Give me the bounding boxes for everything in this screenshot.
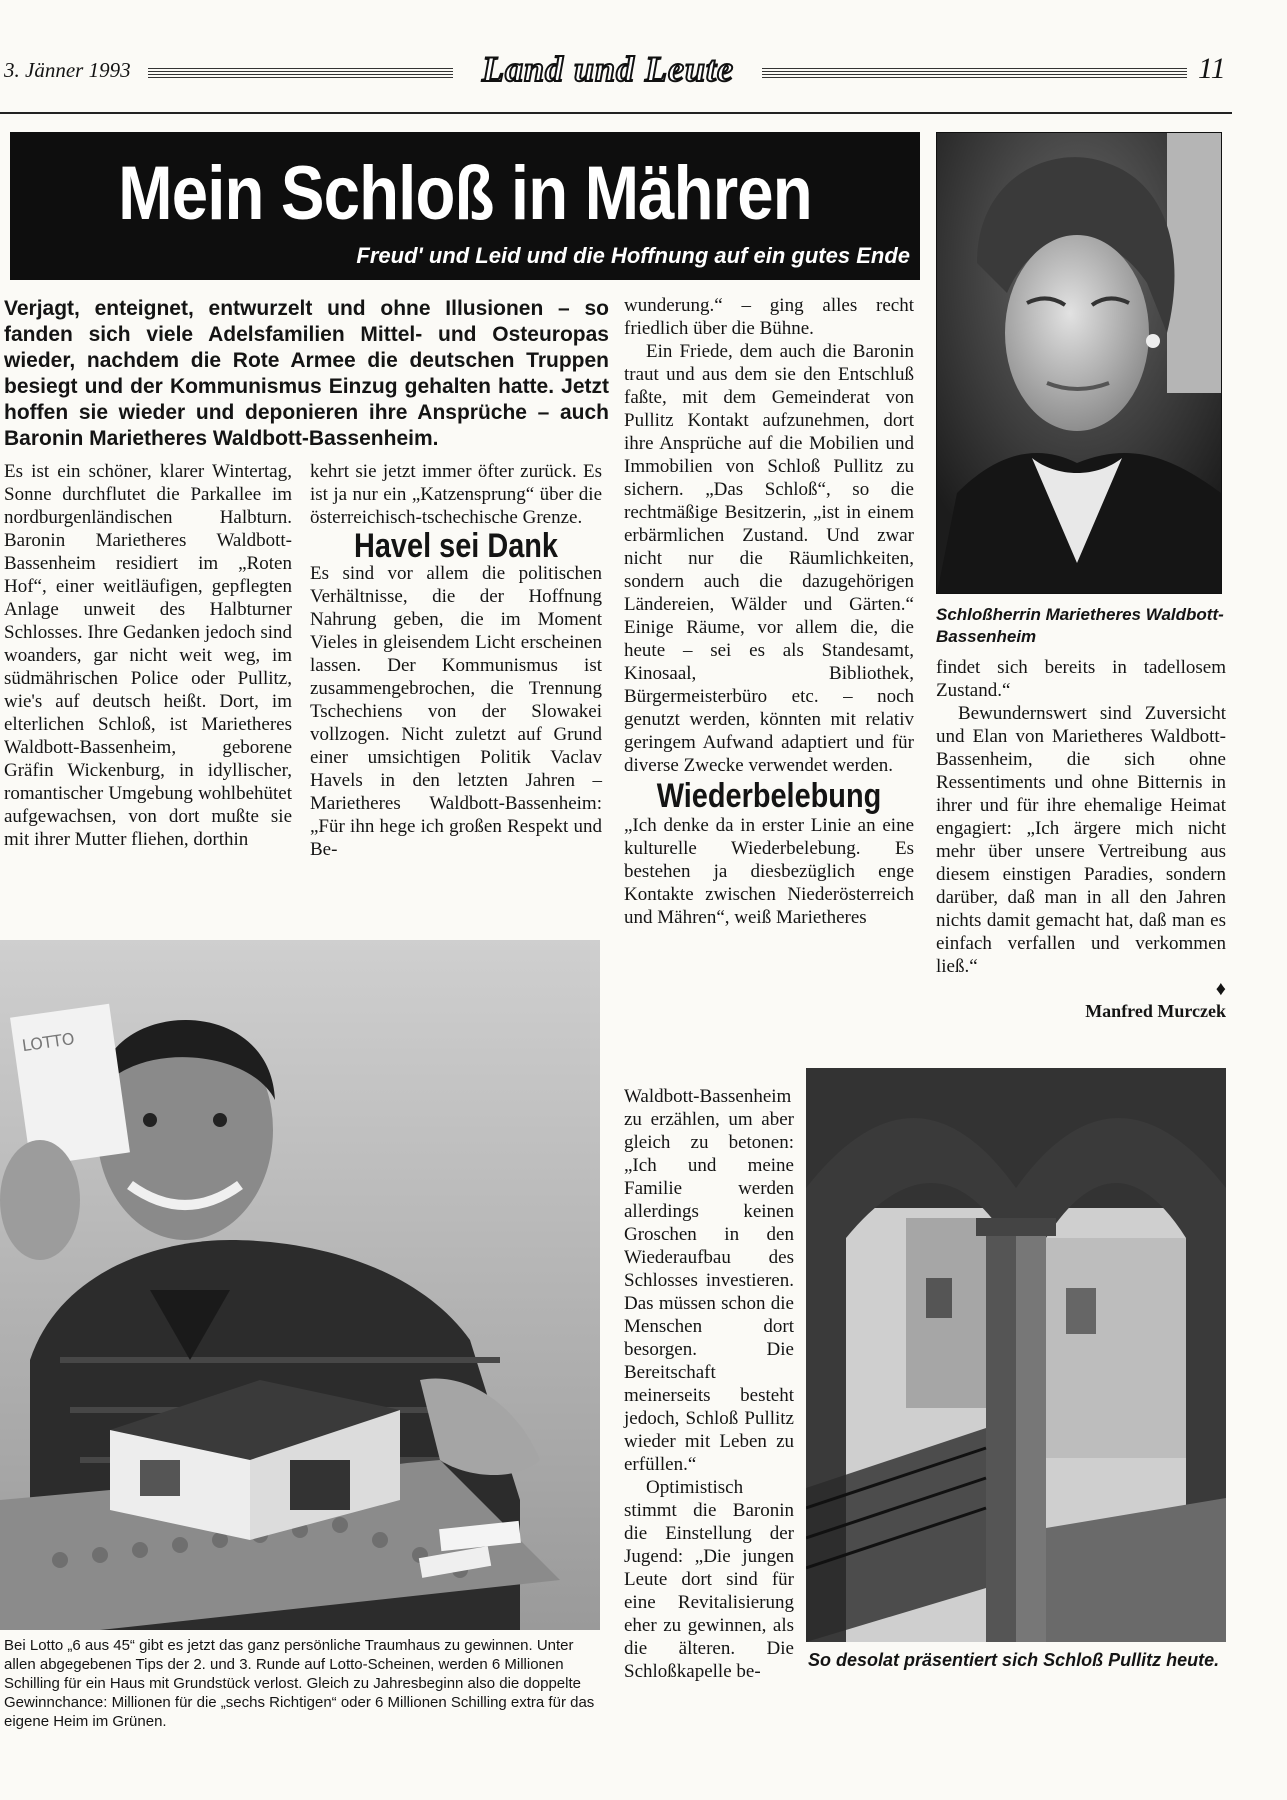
ticket-label: LOTTO	[20, 1029, 76, 1056]
lotto-ticket	[10, 1004, 130, 1166]
col4-paragraph-2: Bewundernswert sind Zuversicht und Elan von Marietheres Waldbott-Bassenheim, die sich ohne Ressentiments und ohne Bitternis in ihrer und für ihre ehemalige Heimat engagiert: „Ich ärgere mich nicht mehr über unsere Vertreibung aus diesem einstigen Paradies, sondern darüber, daß man in all den Jahren nichts damit gemacht hat, daß man es einfach verfallen und verkommen ließ.“	[936, 703, 1226, 977]
page-number: 11	[1198, 52, 1226, 85]
col3-paragraph-4: Waldbott-Bassenheim zu erzählen, um aber gleich zu betonen: „Ich und meine Familie werden allerdings keinen Groschen in den Wiederaufbau des Schlosses investieren. Das müssen schon die Menschen dort besorgen. Die Bereitschaft meinerseits besteht jedoch, Schloß Pullitz wieder mit Leben zu erfüllen.“	[624, 1086, 794, 1475]
portrait-illustration	[937, 133, 1221, 593]
header-rule-left	[148, 66, 453, 78]
col4-paragraph-1: findet sich bereits in tadellosem Zustand.“	[936, 657, 1226, 701]
portrait-caption: Schloßherrin Marietheres Waldbott-Bassenheim	[936, 605, 1224, 646]
col3-paragraph-3: „Ich denke da in erster Linie an eine kulturelle Wiederbelebung. Es bestehen ja diesbezüglich enge Kontakte zwischen Niederösterreich und Mähren“, weiß Marietheres	[624, 815, 914, 928]
section-rubric: Land und Leute	[481, 49, 735, 89]
issue-date: 3. Jänner 1993	[4, 58, 131, 82]
lead-paragraph: Verjagt, enteignet, entwurzelt und ohne Illusionen – so fanden sich viele Adelsfamilien Mittel- und Osteuropas wieder, nachdem die Rote Armee die deutschen Truppen besiegt und der Kommunismus Einzug gehalten hatte. Jetzt hoffen sie wieder und deponieren ihre Ansprüche – auch Baronin Marietheres Waldbott-Bassenheim.	[4, 297, 609, 450]
column-2	[310, 460, 602, 861]
lotto-caption: Bei Lotto „6 aus 45“ gibt es jetzt das ganz persönliche Traumhaus zu gewinnen. Unter allen abgegebenen Tips der 2. und 3. Runde auf Lotto-Scheinen, werden 6 Millionen Schilling für ein Haus mit Grundstück verlost. Gleich zu Jahresbeginn also die doppelte Gewinnchance: Millionen für die „sechs Richtigen“ oder 6 Millionen Schilling extra für das eigene Heim im Grünen.	[4, 1637, 595, 1730]
header-rule-right	[762, 66, 1187, 78]
lotto-photo	[0, 940, 600, 1630]
subhead-wiederbelebung: Wiederbelebung	[656, 777, 882, 815]
col1-paragraph: Es ist ein schöner, klarer Wintertag, Sonne durchflutet die Parkallee im nordburgenländischen Halbturn. Baronin Marietheres Waldbott-Bassenheim residiert im „Roten Hof“, einer weitläufigen, gepflegten Anlage unweit des Halbturner Schlosses. Ihre Gedanken jedoch sind woanders, gar nicht weit weg, im südmährischen Police oder Pullitz, wie's auf deutsch heißt. Dort, im elterlichen Schloß, ist Marietheres Waldbott-Bassenheim, geborene Gräfin Wickenburg, in idyllischer, romantischer Umgebung wohlbehütet aufgewachsen, von dort mußte sie mit ihrer Mutter fliehen, dorthin	[4, 461, 292, 850]
lotto-illustration	[0, 940, 600, 1630]
portrait-photo	[936, 132, 1222, 594]
subhead-havel: Havel sei Dank	[353, 527, 559, 565]
headline: Mein Schloß in Mähren	[118, 151, 812, 236]
arcade-caption: So desolat präsentiert sich Schloß Pullitz heute.	[808, 1650, 1220, 1670]
arcade-illustration	[806, 1068, 1226, 1642]
col3-paragraph-2: Ein Friede, dem auch die Baronin traut und aus dem sie den Entschluß faßte, mit dem Gemeinderat von Pullitz Kontakt aufzunehmen, dort ihre Ansprüche auf die Mobilien und Immobilien von Schloß Pullitz zu sichern. „Das Schloß“, so die rechtmäßige Besitzerin, „ist in einem erbärmlichen Zustand. Und zwar nicht nur die Räumlichkeiten, sondern auch die dazugehörigen Ländereien, Wälder und Gärten.“ Einige Räume, vor allem die, die heute – sei es als Standesamt, Kinosaal, Bibliothek, Bürgermeisterbüro etc. – noch genutzt werden, könnten mit relativ geringem Aufwand adaptiert und für diverse Zwecke verwendet werden.	[624, 341, 914, 776]
col2-paragraph-2: Es sind vor allem die politischen Verhältnisse, die der Hoffnung Nahrung geben, die im Moment Vieles in gleisendem Licht erscheinen lassen. Der Kommunismus ist zusammengebrochen, die Trennung Tschechiens von der Slowakei vollzogen. Nicht zuletzt auf Grund einer umsichtigen Politik Vaclav Havels in den letzten Jahren – Marietheres Waldbott-Bassenheim: „Für ihn hege ich großen Respekt und Be-	[310, 563, 602, 860]
column-3-narrow	[624, 1085, 794, 1683]
author: Manfred Murczek	[1085, 1001, 1226, 1021]
castle-arcade-photo	[806, 1068, 1226, 1642]
column-3	[624, 294, 914, 929]
col3-paragraph-1: wunderung.“ – ging alles recht friedlich über die Bühne.	[624, 295, 914, 339]
column-1	[4, 460, 292, 851]
header-divider	[0, 112, 1232, 114]
end-mark: ♦	[1215, 978, 1226, 1000]
col3-paragraph-5: Optimistisch stimmt die Baronin die Einstellung der Jugend: „Die jungen Leute dort sind für eine Revitalisierung eher zu gewinnen, als die älteren. Die Schloßkapelle be-	[624, 1477, 794, 1682]
subheadline: Freud' und Leid und die Hoffnung auf ein gutes Ende	[356, 243, 910, 268]
column-4	[936, 656, 1226, 1023]
col2-paragraph-1: kehrt sie jetzt immer öfter zurück. Es ist ja nur ein „Katzensprung“ über die österreichisch-tschechische Grenze.	[310, 461, 602, 528]
